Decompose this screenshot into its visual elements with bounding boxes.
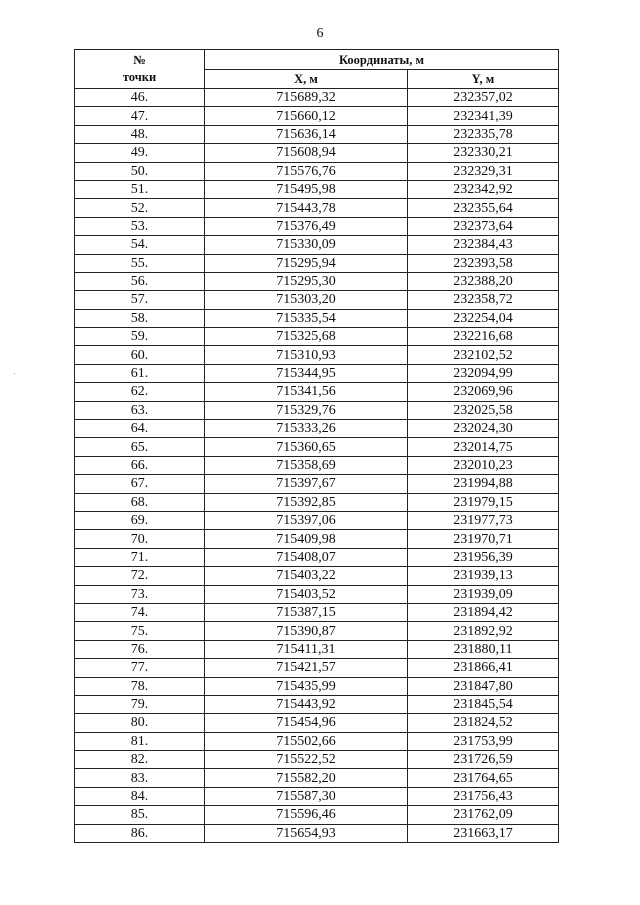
x-coordinate-cell: 715325,68 <box>205 328 408 346</box>
y-coordinate-cell: 232358,72 <box>408 291 559 309</box>
point-number-cell: 53. <box>75 217 205 235</box>
x-coordinate-cell: 715310,93 <box>205 346 408 364</box>
table-row <box>75 806 559 824</box>
y-coordinate-cell: 231979,15 <box>408 493 559 511</box>
point-number-cell: 56. <box>75 272 205 290</box>
table-row <box>75 732 559 750</box>
table-row <box>75 438 559 456</box>
y-coordinate-cell: 232388,20 <box>408 272 559 290</box>
x-coordinate-cell: 715587,30 <box>205 787 408 805</box>
y-column-header: Y, м <box>408 70 559 89</box>
x-coordinate-cell: 715608,94 <box>205 144 408 162</box>
x-coordinate-cell: 715403,52 <box>205 585 408 603</box>
x-coordinate-cell: 715636,14 <box>205 125 408 143</box>
point-number-cell: 55. <box>75 254 205 272</box>
y-coordinate-cell: 231977,73 <box>408 511 559 529</box>
table-row <box>75 585 559 603</box>
x-coordinate-cell: 715392,85 <box>205 493 408 511</box>
table-row <box>75 567 559 585</box>
table-row <box>75 144 559 162</box>
x-coordinate-cell: 715390,87 <box>205 622 408 640</box>
y-coordinate-cell: 232069,96 <box>408 383 559 401</box>
x-coordinate-cell: 715689,32 <box>205 89 408 107</box>
x-coordinate-cell: 715397,67 <box>205 475 408 493</box>
point-number-header <box>75 50 205 89</box>
point-number-cell: 69. <box>75 511 205 529</box>
table-row <box>75 530 559 548</box>
x-coordinate-cell: 715330,09 <box>205 236 408 254</box>
x-coordinate-cell: 715358,69 <box>205 456 408 474</box>
table-row <box>75 493 559 511</box>
point-number-cell: 78. <box>75 677 205 695</box>
point-number-cell: 60. <box>75 346 205 364</box>
point-number-cell: 58. <box>75 309 205 327</box>
x-coordinate-cell: 715582,20 <box>205 769 408 787</box>
table-row <box>75 236 559 254</box>
x-coordinate-cell: 715333,26 <box>205 420 408 438</box>
point-number-cell: 76. <box>75 640 205 658</box>
x-coordinate-cell: 715387,15 <box>205 603 408 621</box>
point-number-cell: 71. <box>75 548 205 566</box>
table-row <box>75 511 559 529</box>
table-row <box>75 401 559 419</box>
y-coordinate-cell: 231764,65 <box>408 769 559 787</box>
y-coordinate-cell: 232102,52 <box>408 346 559 364</box>
table-row <box>75 420 559 438</box>
point-number-cell: 63. <box>75 401 205 419</box>
x-coordinate-cell: 715495,98 <box>205 180 408 198</box>
y-coordinate-cell: 231847,80 <box>408 677 559 695</box>
table-row <box>75 217 559 235</box>
x-coordinate-cell: 715411,31 <box>205 640 408 658</box>
table-row <box>75 107 559 125</box>
y-coordinate-cell: 231866,41 <box>408 659 559 677</box>
x-coordinate-cell: 715454,96 <box>205 714 408 732</box>
table-row <box>75 272 559 290</box>
point-number-header-symbol: № <box>133 53 146 67</box>
x-coordinate-cell: 715403,22 <box>205 567 408 585</box>
table-row <box>75 695 559 713</box>
point-number-cell: 65. <box>75 438 205 456</box>
point-number-header-label: точки <box>122 70 157 84</box>
point-number-cell: 86. <box>75 824 205 842</box>
table-row <box>75 456 559 474</box>
coordinates-header: Координаты, м <box>205 50 559 70</box>
y-coordinate-cell: 232094,99 <box>408 364 559 382</box>
y-coordinate-cell: 231956,39 <box>408 548 559 566</box>
table-row <box>75 346 559 364</box>
point-number-cell: 62. <box>75 383 205 401</box>
point-number-cell: 75. <box>75 622 205 640</box>
x-coordinate-cell: 715295,30 <box>205 272 408 290</box>
y-coordinate-cell: 231880,11 <box>408 640 559 658</box>
table-row <box>75 180 559 198</box>
x-coordinate-cell: 715376,49 <box>205 217 408 235</box>
table-row <box>75 309 559 327</box>
point-number-cell: 83. <box>75 769 205 787</box>
point-number-cell: 79. <box>75 695 205 713</box>
y-coordinate-cell: 231894,42 <box>408 603 559 621</box>
table-row <box>75 714 559 732</box>
point-number-cell: 48. <box>75 125 205 143</box>
x-coordinate-cell: 715522,52 <box>205 751 408 769</box>
x-coordinate-cell: 715409,98 <box>205 530 408 548</box>
x-coordinate-cell: 715435,99 <box>205 677 408 695</box>
y-coordinate-cell: 231726,59 <box>408 751 559 769</box>
point-number-cell: 82. <box>75 751 205 769</box>
table-row <box>75 677 559 695</box>
table-row <box>75 328 559 346</box>
x-coordinate-cell: 715344,95 <box>205 364 408 382</box>
x-coordinate-cell: 715654,93 <box>205 824 408 842</box>
table-row <box>75 622 559 640</box>
x-coordinate-cell: 715397,06 <box>205 511 408 529</box>
x-coordinate-cell: 715443,78 <box>205 199 408 217</box>
point-number-cell: 80. <box>75 714 205 732</box>
point-number-cell: 52. <box>75 199 205 217</box>
x-coordinate-cell: 715360,65 <box>205 438 408 456</box>
y-coordinate-cell: 231939,09 <box>408 585 559 603</box>
point-number-cell: 70. <box>75 530 205 548</box>
table-row <box>75 751 559 769</box>
y-coordinate-cell: 232357,02 <box>408 89 559 107</box>
table-row <box>75 603 559 621</box>
x-coordinate-cell: 715660,12 <box>205 107 408 125</box>
table-row <box>75 89 559 107</box>
table-row <box>75 640 559 658</box>
point-number-cell: 72. <box>75 567 205 585</box>
point-number-cell: 57. <box>75 291 205 309</box>
x-coordinate-cell: 715303,20 <box>205 291 408 309</box>
y-coordinate-cell: 231892,92 <box>408 622 559 640</box>
x-column-header: X, м <box>205 70 408 89</box>
table-row <box>75 659 559 677</box>
point-number-cell: 50. <box>75 162 205 180</box>
point-number-cell: 47. <box>75 107 205 125</box>
point-number-cell: 59. <box>75 328 205 346</box>
x-coordinate-cell: 715576,76 <box>205 162 408 180</box>
point-number-cell: 81. <box>75 732 205 750</box>
y-coordinate-cell: 231663,17 <box>408 824 559 842</box>
y-coordinate-cell: 232024,30 <box>408 420 559 438</box>
y-coordinate-cell: 232393,58 <box>408 254 559 272</box>
table-row <box>75 769 559 787</box>
point-number-cell: 73. <box>75 585 205 603</box>
x-coordinate-cell: 715295,94 <box>205 254 408 272</box>
y-coordinate-cell: 231939,13 <box>408 567 559 585</box>
y-coordinate-cell: 231994,88 <box>408 475 559 493</box>
point-number-cell: 61. <box>75 364 205 382</box>
point-number-cell: 67. <box>75 475 205 493</box>
x-coordinate-cell: 715596,46 <box>205 806 408 824</box>
x-coordinate-cell: 715335,54 <box>205 309 408 327</box>
y-coordinate-cell: 232010,23 <box>408 456 559 474</box>
table-header <box>75 50 559 89</box>
x-coordinate-cell: 715329,76 <box>205 401 408 419</box>
point-number-cell: 66. <box>75 456 205 474</box>
table-row <box>75 548 559 566</box>
point-number-cell: 74. <box>75 603 205 621</box>
x-coordinate-cell: 715408,07 <box>205 548 408 566</box>
y-coordinate-cell: 231824,52 <box>408 714 559 732</box>
table-row <box>75 383 559 401</box>
point-number-cell: 64. <box>75 420 205 438</box>
point-number-cell: 77. <box>75 659 205 677</box>
y-coordinate-cell: 232330,21 <box>408 144 559 162</box>
table-row <box>75 125 559 143</box>
table-row <box>75 199 559 217</box>
y-coordinate-cell: 231970,71 <box>408 530 559 548</box>
table-row <box>75 787 559 805</box>
y-coordinate-cell: 232341,39 <box>408 107 559 125</box>
table-row <box>75 254 559 272</box>
point-number-cell: 85. <box>75 806 205 824</box>
y-coordinate-cell: 232216,68 <box>408 328 559 346</box>
table-row <box>75 824 559 842</box>
y-coordinate-cell: 232373,64 <box>408 217 559 235</box>
y-coordinate-cell: 232355,64 <box>408 199 559 217</box>
page-number: 6 <box>316 26 324 41</box>
y-coordinate-cell: 231762,09 <box>408 806 559 824</box>
y-coordinate-cell: 232329,31 <box>408 162 559 180</box>
y-coordinate-cell: 232335,78 <box>408 125 559 143</box>
y-coordinate-cell: 231753,99 <box>408 732 559 750</box>
point-number-cell: 68. <box>75 493 205 511</box>
x-coordinate-cell: 715443,92 <box>205 695 408 713</box>
y-coordinate-cell: 231756,43 <box>408 787 559 805</box>
y-coordinate-cell: 232342,92 <box>408 180 559 198</box>
x-coordinate-cell: 715341,56 <box>205 383 408 401</box>
table-row <box>75 291 559 309</box>
table-row <box>75 364 559 382</box>
table-row <box>75 475 559 493</box>
point-number-cell: 46. <box>75 89 205 107</box>
coordinates-table <box>74 49 559 843</box>
point-number-cell: 84. <box>75 787 205 805</box>
x-coordinate-cell: 715421,57 <box>205 659 408 677</box>
y-coordinate-cell: 232025,58 <box>408 401 559 419</box>
y-coordinate-cell: 232254,04 <box>408 309 559 327</box>
x-coordinate-cell: 715502,66 <box>205 732 408 750</box>
point-number-cell: 51. <box>75 180 205 198</box>
y-coordinate-cell: 231845,54 <box>408 695 559 713</box>
y-coordinate-cell: 232014,75 <box>408 438 559 456</box>
margin-mark <box>14 373 15 374</box>
point-number-cell: 54. <box>75 236 205 254</box>
table-row <box>75 162 559 180</box>
y-coordinate-cell: 232384,43 <box>408 236 559 254</box>
point-number-cell: 49. <box>75 144 205 162</box>
table-body <box>75 89 559 843</box>
